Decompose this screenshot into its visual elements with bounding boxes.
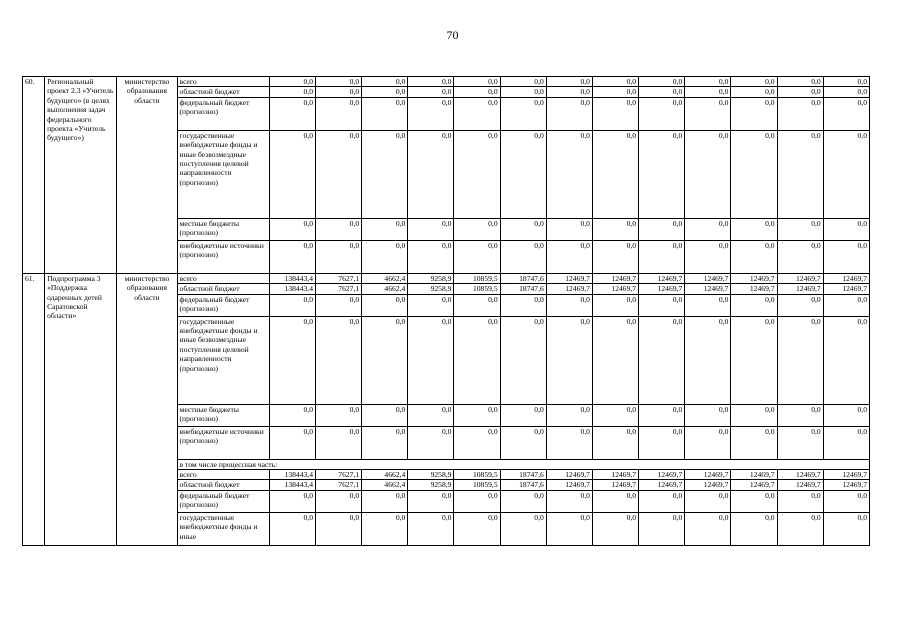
value-cell: 0,0 (731, 404, 777, 426)
value-cell: 12469,7 (777, 273, 823, 283)
value-cell: 0,0 (685, 218, 731, 240)
value-cell: 0,0 (546, 316, 592, 404)
value-cell: 0,0 (408, 426, 454, 459)
value-cell: 0,0 (685, 490, 731, 512)
value-cell: 18747,6 (500, 480, 546, 490)
value-cell: 0,0 (408, 294, 454, 316)
funding-source: областной бюджет (177, 284, 269, 294)
value-cell: 0,0 (500, 512, 546, 545)
value-cell: 0,0 (639, 218, 685, 240)
value-cell: 0,0 (639, 404, 685, 426)
value-cell: 4662,4 (362, 480, 408, 490)
funding-source: местные бюджеты (прогнозно) (177, 218, 269, 240)
value-cell: 0,0 (823, 77, 869, 87)
value-cell: 0,0 (454, 130, 500, 218)
value-cell: 0,0 (500, 87, 546, 97)
value-cell: 138443,4 (269, 284, 315, 294)
value-cell: 0,0 (316, 316, 362, 404)
value-cell: 0,0 (454, 218, 500, 240)
value-cell: 0,0 (592, 77, 638, 87)
value-cell: 0,0 (362, 294, 408, 316)
value-cell: 0,0 (454, 512, 500, 545)
value-cell: 0,0 (639, 294, 685, 316)
value-cell: 138443,4 (269, 470, 315, 480)
value-cell: 12469,7 (731, 470, 777, 480)
value-cell: 9258,9 (408, 480, 454, 490)
value-cell: 0,0 (777, 87, 823, 97)
value-cell: 0,0 (316, 87, 362, 97)
value-cell: 0,0 (362, 77, 408, 87)
value-cell: 9258,9 (408, 470, 454, 480)
value-cell: 0,0 (685, 97, 731, 130)
value-cell: 0,0 (823, 294, 869, 316)
value-cell: 0,0 (731, 490, 777, 512)
value-cell: 0,0 (408, 218, 454, 240)
value-cell: 0,0 (592, 240, 638, 273)
value-cell: 10859,5 (454, 470, 500, 480)
value-cell: 0,0 (269, 240, 315, 273)
value-cell: 0,0 (777, 77, 823, 87)
value-cell: 0,0 (408, 316, 454, 404)
value-cell: 0,0 (685, 426, 731, 459)
value-cell: 10859,5 (454, 273, 500, 283)
value-cell: 12469,7 (592, 470, 638, 480)
value-cell: 0,0 (500, 294, 546, 316)
value-cell: 0,0 (269, 294, 315, 316)
value-cell: 0,0 (408, 404, 454, 426)
value-cell: 12469,7 (639, 284, 685, 294)
value-cell: 0,0 (823, 426, 869, 459)
value-cell: 12469,7 (685, 273, 731, 283)
value-cell: 0,0 (500, 77, 546, 87)
funding-source: государственные внебюджетные фонды и иные безвозмездные поступления целевой направленности (прогнозно) (177, 316, 269, 404)
value-cell: 0,0 (269, 404, 315, 426)
value-cell: 0,0 (639, 490, 685, 512)
value-cell: 12469,7 (592, 273, 638, 283)
responsible-executor: министерство образования области (117, 77, 177, 274)
value-cell: 0,0 (777, 130, 823, 218)
value-cell: 0,0 (316, 97, 362, 130)
value-cell: 10859,5 (454, 480, 500, 490)
value-cell: 0,0 (777, 294, 823, 316)
value-cell: 0,0 (362, 87, 408, 97)
value-cell: 0,0 (454, 240, 500, 273)
value-cell: 0,0 (639, 316, 685, 404)
funding-source: внебюджетные источники (прогнозно) (177, 426, 269, 459)
funding-source: государственные внебюджетные фонды и иные (177, 512, 269, 545)
value-cell: 12469,7 (592, 480, 638, 490)
value-cell: 0,0 (408, 240, 454, 273)
value-cell: 0,0 (777, 490, 823, 512)
value-cell: 0,0 (362, 404, 408, 426)
value-cell: 18747,6 (500, 470, 546, 480)
funding-source: федеральный бюджет (прогнозно) (177, 97, 269, 130)
value-cell: 0,0 (316, 490, 362, 512)
value-cell: 0,0 (500, 426, 546, 459)
value-cell: 12469,7 (731, 480, 777, 490)
value-cell: 0,0 (454, 97, 500, 130)
program-name: Подпрограмма 3 «Поддержка одаренных детей Саратовской области» (45, 273, 117, 545)
value-cell: 0,0 (546, 77, 592, 87)
value-cell: 12469,7 (731, 284, 777, 294)
value-cell: 0,0 (408, 87, 454, 97)
value-cell: 0,0 (362, 316, 408, 404)
value-cell: 0,0 (592, 426, 638, 459)
value-cell: 0,0 (316, 240, 362, 273)
value-cell: 0,0 (269, 426, 315, 459)
value-cell: 0,0 (454, 87, 500, 97)
funding-source: областной бюджет (177, 480, 269, 490)
row-number: 60. (23, 77, 45, 274)
value-cell: 0,0 (500, 218, 546, 240)
value-cell: 4662,4 (362, 273, 408, 283)
value-cell: 12469,7 (546, 480, 592, 490)
value-cell: 0,0 (408, 77, 454, 87)
value-cell: 0,0 (316, 404, 362, 426)
value-cell: 0,0 (546, 294, 592, 316)
value-cell: 0,0 (592, 404, 638, 426)
value-cell: 0,0 (316, 130, 362, 218)
value-cell: 0,0 (685, 404, 731, 426)
value-cell: 0,0 (454, 490, 500, 512)
value-cell: 12469,7 (546, 273, 592, 283)
value-cell: 0,0 (823, 512, 869, 545)
value-cell: 138443,4 (269, 480, 315, 490)
value-cell: 0,0 (639, 512, 685, 545)
value-cell: 0,0 (731, 294, 777, 316)
value-cell: 0,0 (500, 240, 546, 273)
value-cell: 0,0 (731, 512, 777, 545)
funding-source: областной бюджет (177, 87, 269, 97)
value-cell: 0,0 (823, 218, 869, 240)
value-cell: 0,0 (269, 316, 315, 404)
value-cell: 18747,6 (500, 284, 546, 294)
value-cell: 0,0 (546, 97, 592, 130)
value-cell: 0,0 (546, 87, 592, 97)
value-cell: 0,0 (500, 97, 546, 130)
table-row (23, 77, 870, 87)
value-cell: 0,0 (546, 426, 592, 459)
row-number: 61. (23, 273, 45, 545)
value-cell: 0,0 (546, 130, 592, 218)
funding-source: всего (177, 470, 269, 480)
value-cell: 0,0 (546, 240, 592, 273)
value-cell: 0,0 (269, 490, 315, 512)
value-cell: 0,0 (362, 218, 408, 240)
value-cell: 9258,9 (408, 284, 454, 294)
value-cell: 0,0 (408, 97, 454, 130)
value-cell: 0,0 (316, 426, 362, 459)
value-cell: 0,0 (592, 294, 638, 316)
value-cell: 0,0 (269, 130, 315, 218)
value-cell: 0,0 (454, 426, 500, 459)
value-cell: 0,0 (546, 404, 592, 426)
value-cell: 0,0 (316, 512, 362, 545)
table-body (23, 77, 870, 546)
funding-source: местные бюджеты (прогнозно) (177, 404, 269, 426)
value-cell: 0,0 (731, 316, 777, 404)
value-cell: 0,0 (731, 97, 777, 130)
value-cell: 0,0 (685, 240, 731, 273)
value-cell: 0,0 (592, 512, 638, 545)
value-cell: 7627,1 (316, 284, 362, 294)
value-cell: 12469,7 (777, 480, 823, 490)
value-cell: 0,0 (685, 316, 731, 404)
value-cell: 0,0 (823, 97, 869, 130)
value-cell: 0,0 (269, 218, 315, 240)
value-cell: 0,0 (362, 130, 408, 218)
page-number: 70 (446, 28, 459, 42)
value-cell: 0,0 (639, 87, 685, 97)
value-cell: 0,0 (777, 240, 823, 273)
value-cell: 12469,7 (823, 273, 869, 283)
value-cell: 0,0 (639, 77, 685, 87)
value-cell: 0,0 (731, 218, 777, 240)
value-cell: 0,0 (500, 130, 546, 218)
value-cell: 0,0 (408, 130, 454, 218)
value-cell: 12469,7 (823, 284, 869, 294)
value-cell: 0,0 (269, 87, 315, 97)
funding-source: федеральный бюджет (прогнозно) (177, 490, 269, 512)
value-cell: 0,0 (362, 490, 408, 512)
value-cell: 9258,9 (408, 273, 454, 283)
value-cell: 0,0 (685, 512, 731, 545)
value-cell: 12469,7 (685, 480, 731, 490)
value-cell: 0,0 (639, 240, 685, 273)
value-cell: 0,0 (777, 512, 823, 545)
value-cell: 0,0 (639, 130, 685, 218)
value-cell: 0,0 (592, 316, 638, 404)
value-cell: 12469,7 (731, 273, 777, 283)
value-cell: 12469,7 (639, 273, 685, 283)
value-cell: 0,0 (362, 240, 408, 273)
value-cell: 0,0 (269, 512, 315, 545)
responsible-executor: министерство образования области (117, 273, 177, 545)
funding-source: внебюджетные источники (прогнозно) (177, 240, 269, 273)
funding-source: государственные внебюджетные фонды и иные безвозмездные поступления целевой направленности (прогнозно) (177, 130, 269, 218)
value-cell: 0,0 (592, 218, 638, 240)
value-cell: 0,0 (731, 426, 777, 459)
funding-source: всего (177, 273, 269, 283)
value-cell: 0,0 (639, 426, 685, 459)
value-cell: 0,0 (269, 97, 315, 130)
value-cell: 0,0 (777, 316, 823, 404)
value-cell: 0,0 (685, 130, 731, 218)
value-cell: 0,0 (454, 294, 500, 316)
value-cell: 0,0 (454, 77, 500, 87)
value-cell: 0,0 (639, 97, 685, 130)
program-name: Региональный проект 2.3 «Учитель будущего» (в целях выполнения задач федерального проекта «Учитель будущего») (45, 77, 117, 274)
value-cell: 0,0 (823, 130, 869, 218)
value-cell: 10859,5 (454, 284, 500, 294)
value-cell: 12469,7 (777, 284, 823, 294)
value-cell: 0,0 (592, 490, 638, 512)
value-cell: 12469,7 (546, 284, 592, 294)
value-cell: 0,0 (500, 316, 546, 404)
value-cell: 0,0 (592, 130, 638, 218)
value-cell: 0,0 (500, 490, 546, 512)
value-cell: 0,0 (685, 294, 731, 316)
value-cell: 12469,7 (639, 480, 685, 490)
value-cell: 0,0 (823, 404, 869, 426)
value-cell: 0,0 (685, 87, 731, 97)
value-cell: 0,0 (777, 218, 823, 240)
value-cell: 18747,6 (500, 273, 546, 283)
value-cell: 7627,1 (316, 470, 362, 480)
subsection-heading: в том числе процессная часть: (177, 459, 869, 469)
budget-table (22, 76, 870, 546)
value-cell: 0,0 (777, 426, 823, 459)
value-cell: 0,0 (269, 77, 315, 87)
funding-source: всего (177, 77, 269, 87)
value-cell: 0,0 (546, 512, 592, 545)
value-cell: 7627,1 (316, 480, 362, 490)
value-cell: 0,0 (316, 294, 362, 316)
value-cell: 12469,7 (685, 284, 731, 294)
value-cell: 0,0 (454, 316, 500, 404)
value-cell: 4662,4 (362, 284, 408, 294)
value-cell: 0,0 (823, 240, 869, 273)
value-cell: 0,0 (731, 77, 777, 87)
value-cell: 12469,7 (823, 470, 869, 480)
value-cell: 0,0 (408, 512, 454, 545)
value-cell: 0,0 (823, 490, 869, 512)
value-cell: 0,0 (546, 490, 592, 512)
value-cell: 138443,4 (269, 273, 315, 283)
value-cell: 12469,7 (685, 470, 731, 480)
value-cell: 0,0 (500, 404, 546, 426)
value-cell: 0,0 (454, 404, 500, 426)
value-cell: 0,0 (408, 490, 454, 512)
value-cell: 0,0 (777, 404, 823, 426)
value-cell: 12469,7 (823, 480, 869, 490)
value-cell: 0,0 (316, 218, 362, 240)
value-cell: 0,0 (362, 512, 408, 545)
funding-source: федеральный бюджет (прогнозно) (177, 294, 269, 316)
value-cell: 12469,7 (639, 470, 685, 480)
value-cell: 4662,4 (362, 470, 408, 480)
value-cell: 0,0 (823, 87, 869, 97)
value-cell: 7627,1 (316, 273, 362, 283)
value-cell: 12469,7 (777, 470, 823, 480)
value-cell: 0,0 (362, 97, 408, 130)
table-row (23, 273, 870, 283)
value-cell: 0,0 (685, 77, 731, 87)
value-cell: 0,0 (731, 130, 777, 218)
value-cell: 12469,7 (546, 470, 592, 480)
value-cell: 0,0 (546, 218, 592, 240)
value-cell: 0,0 (731, 87, 777, 97)
value-cell: 12469,7 (592, 284, 638, 294)
value-cell: 0,0 (316, 77, 362, 87)
value-cell: 0,0 (592, 87, 638, 97)
value-cell: 0,0 (731, 240, 777, 273)
value-cell: 0,0 (777, 97, 823, 130)
value-cell: 0,0 (823, 316, 869, 404)
value-cell: 0,0 (592, 97, 638, 130)
value-cell: 0,0 (362, 426, 408, 459)
